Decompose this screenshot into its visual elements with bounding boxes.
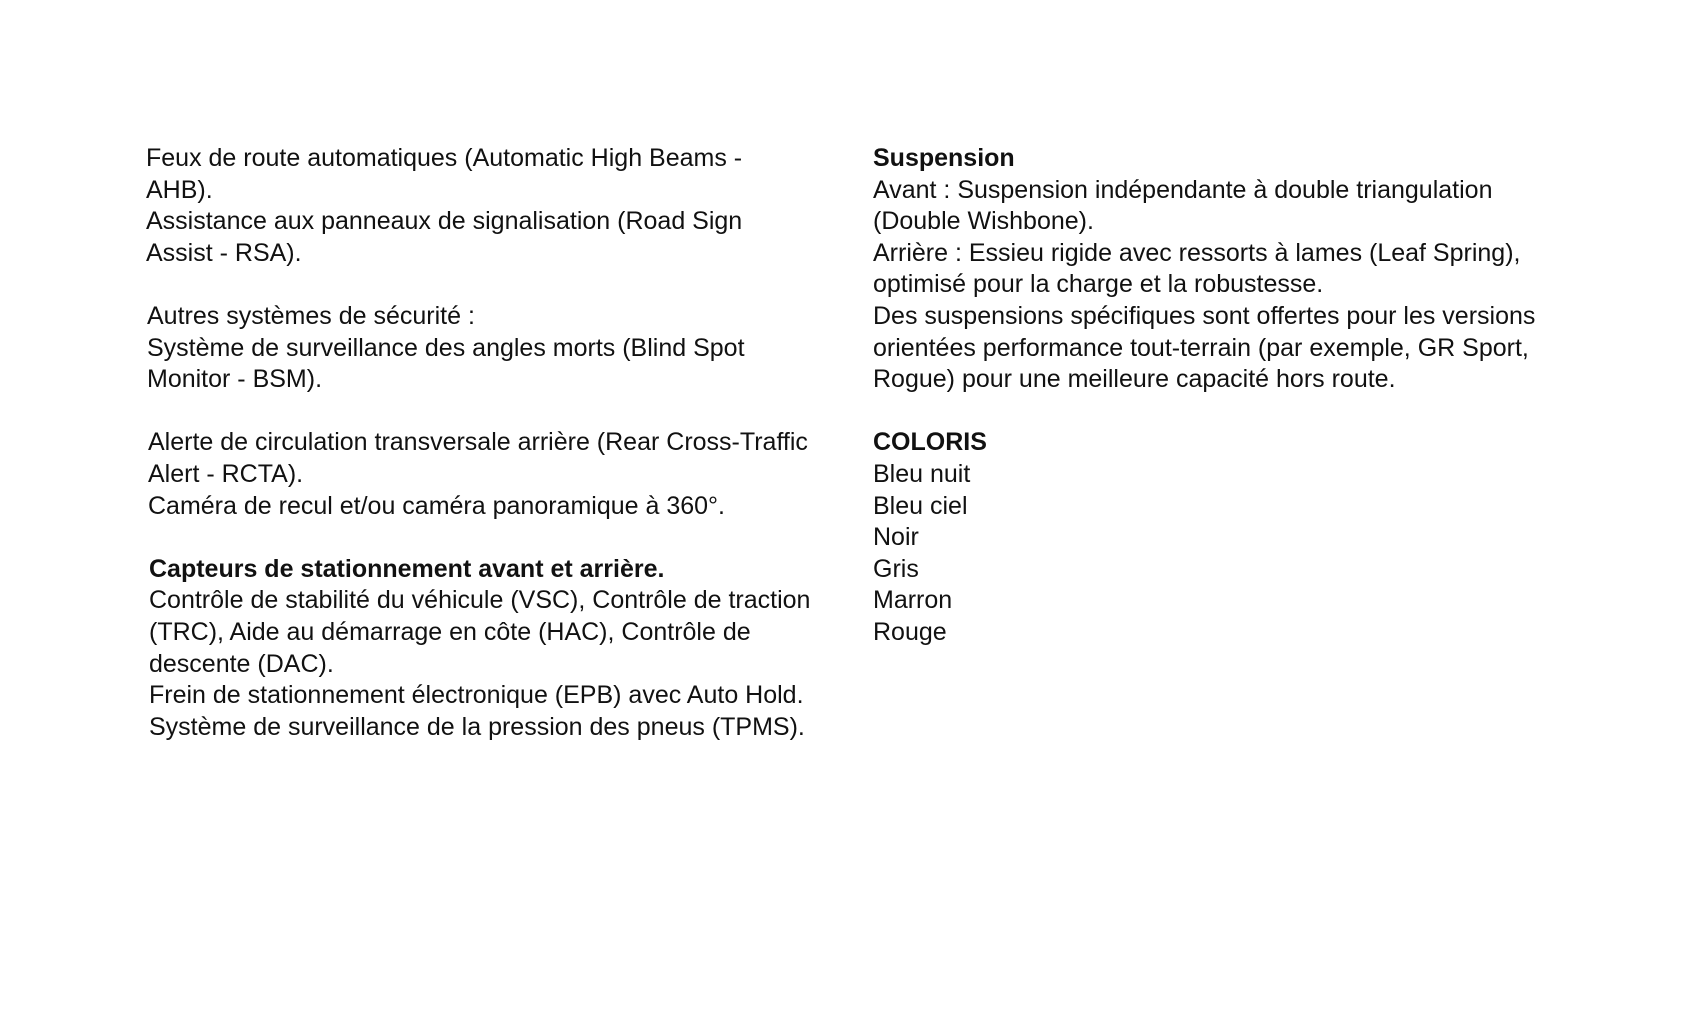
text-line: optimisé pour la charge et la robustesse. bbox=[873, 270, 1324, 299]
text-line: Assist - RSA). bbox=[146, 238, 302, 267]
section-heading-coloris: COLORIS bbox=[873, 428, 987, 457]
text-line: AHB). bbox=[146, 175, 213, 204]
section-heading-suspension: Suspension bbox=[873, 144, 1015, 172]
blank-line bbox=[146, 522, 846, 554]
color-item: Gris bbox=[873, 554, 919, 583]
text-line: Caméra de recul et/ou caméra panoramique à 360°. bbox=[148, 491, 725, 520]
text-line: Contrôle de stabilité du véhicule (VSC), Contrôle de traction bbox=[149, 586, 811, 615]
text-line: orientées performance tout-terrain (par exemple, GR Sport, bbox=[873, 333, 1529, 362]
color-item: Bleu ciel bbox=[873, 491, 968, 520]
blank-line bbox=[146, 269, 846, 301]
text-line: Arrière : Essieu rigide avec ressorts à lames (Leaf Spring), bbox=[873, 238, 1521, 267]
text-line: Avant : Suspension indépendante à double triangulation bbox=[873, 175, 1493, 204]
color-item: Bleu nuit bbox=[873, 459, 971, 488]
text-line: Feux de route automatiques (Automatic High Beams - bbox=[146, 144, 743, 172]
blank-line bbox=[146, 396, 846, 428]
section-heading-capteurs: Capteurs de stationnement avant et arrière. bbox=[149, 554, 665, 583]
text-line: Alert - RCTA). bbox=[148, 459, 304, 488]
text-line: (Double Wishbone). bbox=[873, 207, 1094, 236]
text-line: descente (DAC). bbox=[149, 649, 334, 678]
text-line: Rogue) pour une meilleure capacité hors route. bbox=[873, 365, 1396, 394]
text-line: Système de surveillance de la pression des pneus (TPMS). bbox=[149, 712, 805, 741]
text-line: (TRC), Aide au démarrage en côte (HAC), Contrôle de bbox=[149, 617, 751, 646]
section-heading-autres: Autres systèmes de sécurité : bbox=[147, 301, 475, 330]
blank-line bbox=[873, 396, 1593, 428]
color-item: Marron bbox=[873, 586, 953, 615]
text-line: Assistance aux panneaux de signalisation (Road Sign bbox=[146, 207, 743, 236]
text-line: Alerte de circulation transversale arrière (Rear Cross-Traffic bbox=[148, 428, 808, 457]
color-item: Rouge bbox=[873, 617, 947, 646]
text-line: Des suspensions spécifiques sont offertes pour les versions bbox=[873, 301, 1536, 330]
color-item: Noir bbox=[873, 523, 919, 552]
right-column bbox=[873, 143, 1593, 649]
text-line: Monitor - BSM). bbox=[147, 365, 323, 394]
text-line: Frein de stationnement électronique (EPB) avec Auto Hold. bbox=[149, 681, 804, 710]
text-line: Système de surveillance des angles morts (Blind Spot bbox=[147, 333, 745, 362]
left-column bbox=[146, 143, 846, 743]
